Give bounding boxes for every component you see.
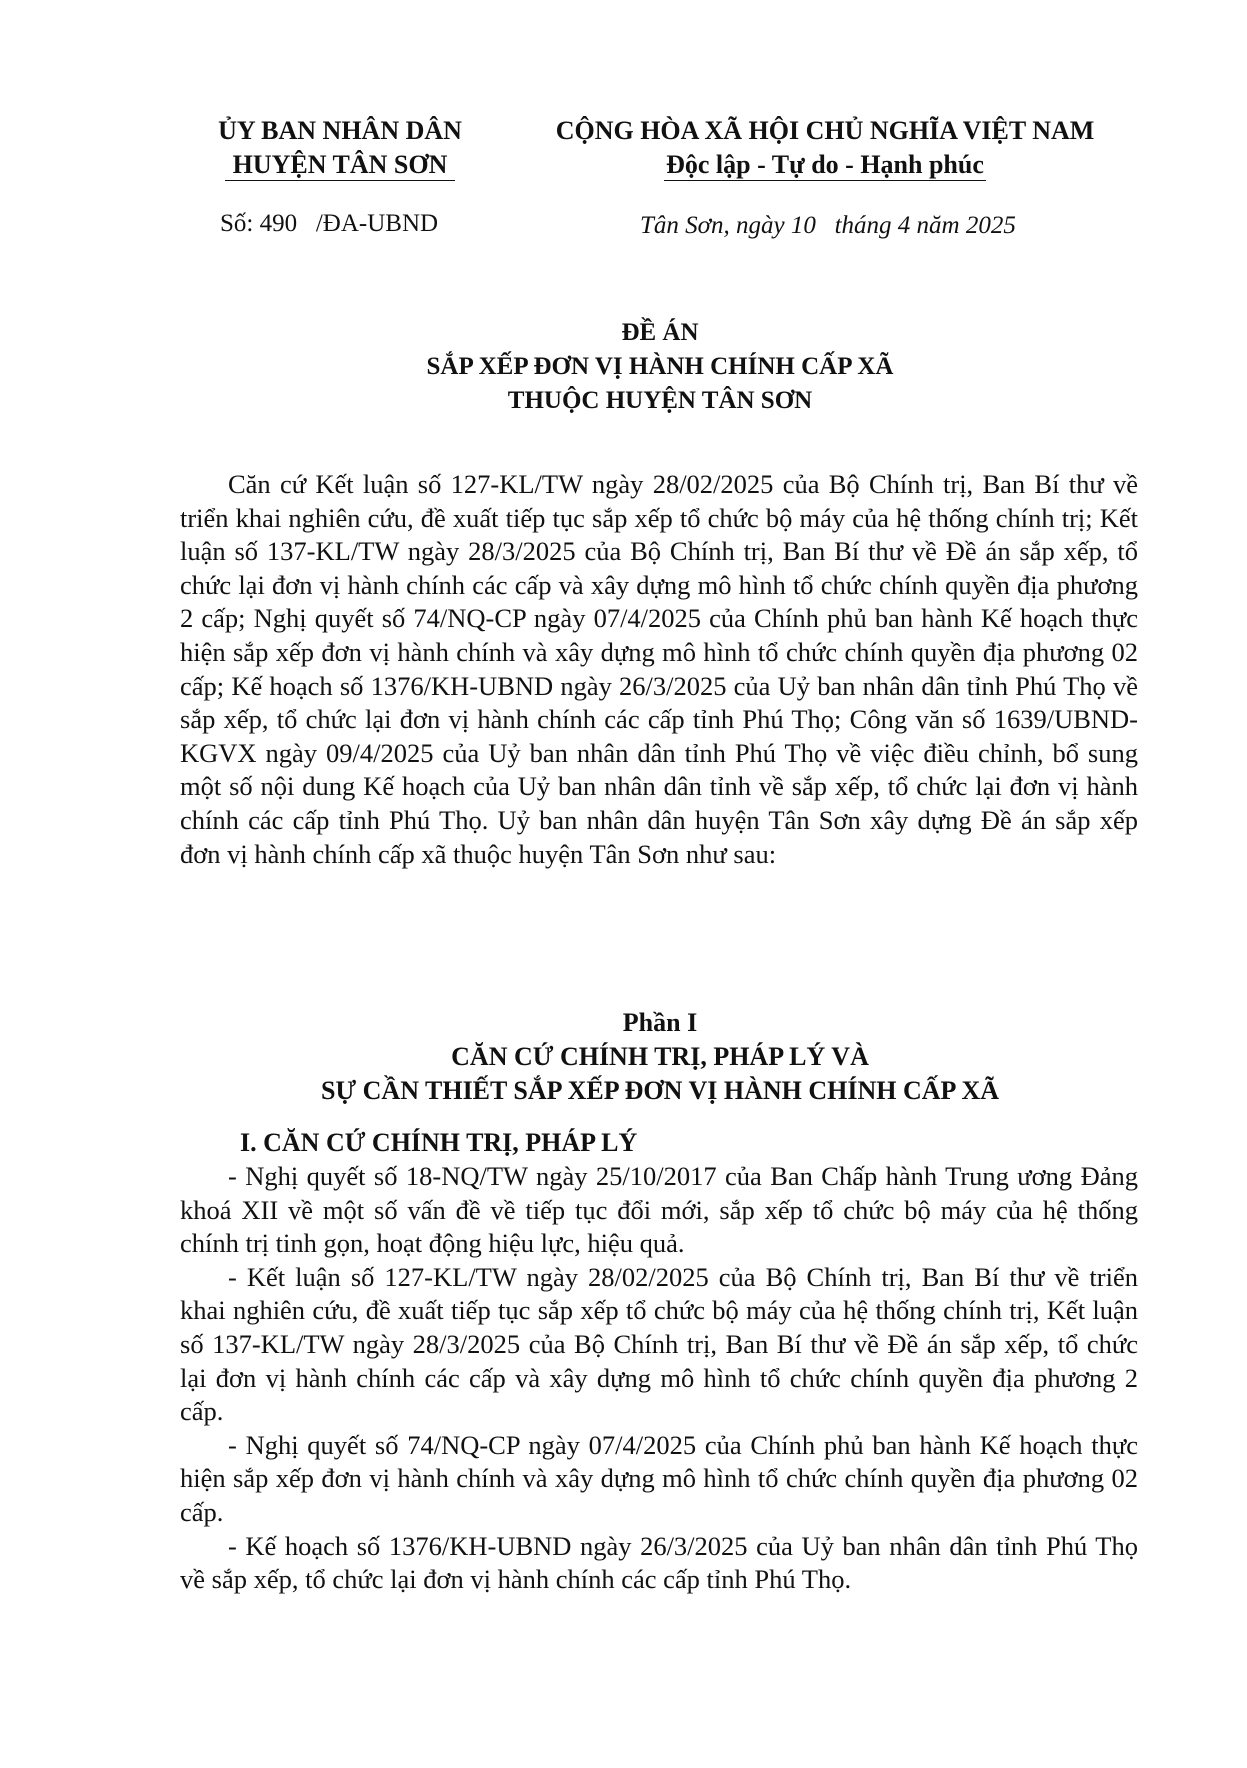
- place-and-date: Tân Sơn, ngày 10 tháng 4 năm 2025: [640, 212, 1016, 239]
- title-line-3: THUỘC HUYỆN TÂN SƠN: [507, 387, 813, 414]
- agency-line-2: HUYỆN TÂN SƠN: [225, 150, 456, 181]
- issuing-agency: [180, 114, 500, 182]
- part-title-line-2: SỰ CẦN THIẾT SẮP XẾP ĐƠN VỊ HÀNH CHÍNH CẤP XÃ: [320, 1076, 1000, 1105]
- list-item: - Nghị quyết số 18-NQ/TW ngày 25/10/2017 của Ban Chấp hành Trung ương Đảng khoá XII về một số vấn đề về tiếp tục đổi mới, sắp xếp tổ chức bộ máy của hệ thống chính trị tinh gọn, hoạt động hiệu lực, hiệu quả.: [180, 1161, 1138, 1259]
- list-item: - Kết luận số 127-KL/TW ngày 28/02/2025 của Bộ Chính trị, Ban Bí thư về triển khai nghiên cứu, đề xuất tiếp tục sắp xếp tổ chức bộ máy của hệ thống chính trị, Kết luận số 137-KL/TW ngày 28/3/2025 của Bộ Chính trị, Ban Bí thư về Đề án sắp xếp, tổ chức lại đơn vị hành chính các cấp và xây dựng mô hình tổ chức chính quyền địa phương 2 cấp.: [180, 1261, 1138, 1427]
- agency-line-1: ỦY BAN NHÂN DÂN: [218, 116, 462, 145]
- title-line-1: ĐỀ ÁN: [621, 319, 699, 346]
- preamble-paragraph: Căn cứ Kết luận số 127-KL/TW ngày 28/02/2025 của Bộ Chính trị, Ban Bí thư về triển khai nghiên cứu, đề xuất tiếp tục sắp xếp tổ chức bộ máy của hệ thống chính trị; Kết luận số 137-KL/TW ngày 28/3/2025 của Bộ Chính trị, Ban Bí thư về Đề án sắp xếp, tổ chức lại đơn vị hành chính các cấp và xây dựng mô hình tổ chức chính quyền địa phương 2 cấp; Nghị quyết số 74/NQ-CP ngày 07/4/2025 của Chính phủ ban hành Kế hoạch thực hiện sắp xếp đơn vị hành chính và xây dựng mô hình tổ chức chính quyền địa phương 02 cấp; Kế hoạch số 1376/KH-UBND ngày 26/3/2025 của Uỷ ban nhân dân tỉnh Phú Thọ về sắp xếp, tổ chức lại đơn vị hành chính các cấp tỉnh Phú Thọ; Công văn số 1639/UBND-KGVX ngày 09/4/2025 của Uỷ ban nhân dân tỉnh Phú Thọ về việc điều chỉnh, bổ sung một số nội dung Kế hoạch của Uỷ ban nhân dân tỉnh về sắp xếp, tổ chức lại đơn vị hành chính các cấp tỉnh Phú Thọ. Uỷ ban nhân dân huyện Tân Sơn xây dựng Đề án sắp xếp đơn vị hành chính cấp xã thuộc huyện Tân Sơn như sau:: [180, 469, 1138, 869]
- document-number: Số: 490 /ĐA-UBND: [220, 210, 439, 237]
- national-motto: Độc lập - Tự do - Hạnh phúc: [666, 150, 984, 179]
- part-title-line-1: CĂN CỨ CHÍNH TRỊ, PHÁP LÝ VÀ: [451, 1042, 869, 1071]
- national-header: [520, 114, 1130, 182]
- legal-basis-list: [180, 1160, 1138, 1597]
- list-item: - Nghị quyết số 74/NQ-CP ngày 07/4/2025 của Chính phủ ban hành Kế hoạch thực hiện sắp xếp đơn vị hành chính và xây dựng mô hình tổ chức chính quyền địa phương 02 cấp.: [180, 1429, 1138, 1527]
- nation-name: CỘNG HÒA XÃ HỘI CHỦ NGHĨA VIỆT NAM: [555, 116, 1095, 145]
- title-line-2: SẮP XẾP ĐƠN VỊ HÀNH CHÍNH CẤP XÃ: [426, 353, 894, 380]
- preamble-section: [180, 468, 1138, 871]
- part-label: Phần I: [622, 1008, 698, 1037]
- part-heading: [180, 1006, 1140, 1108]
- document-title: [180, 316, 1140, 418]
- section-heading: I. CĂN CỨ CHÍNH TRỊ, PHÁP LÝ: [240, 1128, 638, 1157]
- list-item: - Kế hoạch số 1376/KH-UBND ngày 26/3/2025 của Uỷ ban nhân dân tỉnh Phú Thọ về sắp xếp, tổ chức lại đơn vị hành chính các cấp tỉnh Phú Thọ.: [180, 1530, 1138, 1595]
